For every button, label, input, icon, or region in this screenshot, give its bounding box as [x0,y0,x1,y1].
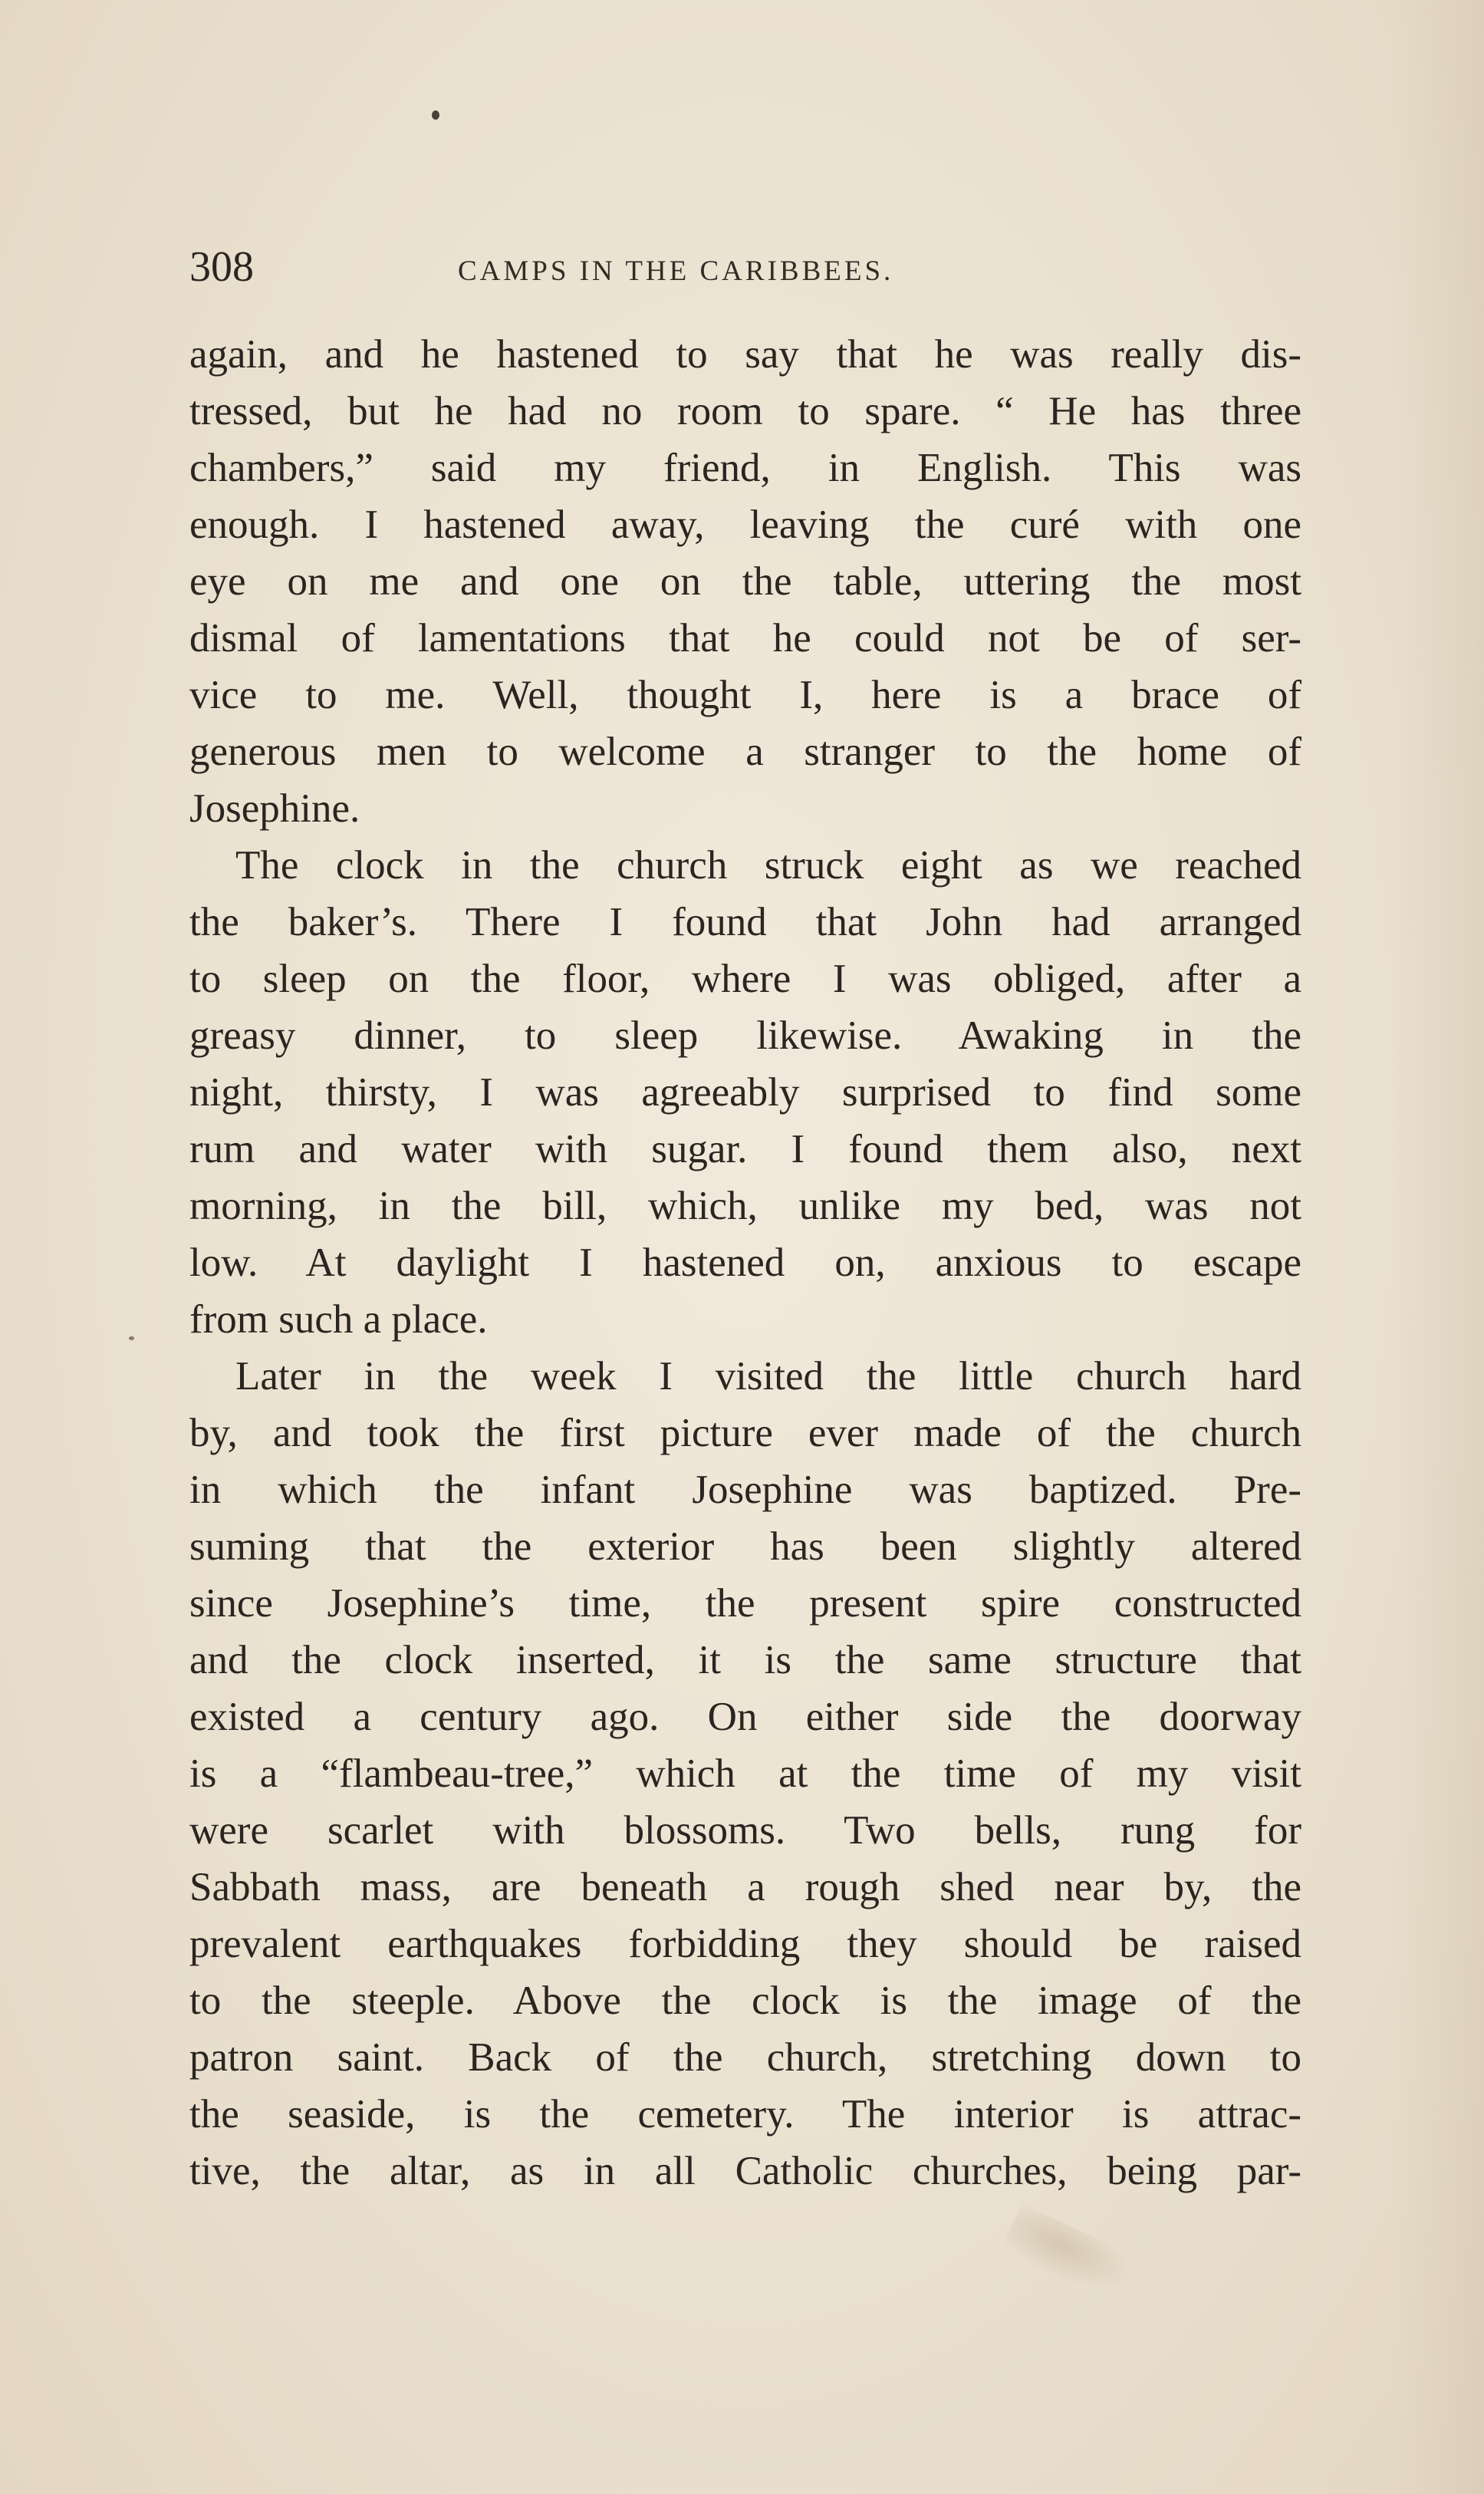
text-line: rum and water with sugar. I found them also, next [189,1127,1301,1171]
text-line: tive, the altar, as in all Catholic churches, being par- [189,2149,1301,2193]
body-text [189,326,1301,2199]
page-edge-shading [1392,0,1484,2494]
text-line: the seaside, is the cemetery. The interior is attrac- [189,2092,1301,2137]
text-line: existed a century ago. On either side the doorway [189,1695,1301,1739]
text-line: low. At daylight I hastened on, anxious to escape [189,1240,1301,1285]
text-line: is a “flambeau-tree,” which at the time of my visit [189,1751,1301,1796]
text-line: greasy dinner, to sleep likewise. Awaking in the [189,1013,1301,1058]
text-line: chambers,” said my friend, in English. This was [189,446,1301,490]
text-line: Later in the week I visited the little church hard [235,1354,1301,1399]
text-line: again, and he hastened to say that he was really dis- [189,332,1301,377]
text-line: generous men to welcome a stranger to the home of [189,730,1301,774]
page-number: 308 [189,243,254,291]
text-line: eye on me and one on the table, uttering the most [189,559,1301,604]
text-line: Josephine. [189,786,360,831]
text-line: tressed, but he had no room to spare. “ He has three [189,389,1301,433]
running-head: CAMPS IN THE CARIBBEES. [458,255,894,287]
text-line: prevalent earthquakes forbidding they should be raised [189,1922,1301,1966]
text-line: dismal of lamentations that he could not be of ser- [189,616,1301,661]
ink-speck [129,1336,134,1340]
page-header [189,236,1301,298]
text-line: patron saint. Back of the church, stretching down to [189,2035,1301,2080]
text-line: night, thirsty, I was agreeably surprised to find some [189,1070,1301,1115]
text-line: and the clock inserted, it is the same structure that [189,1638,1301,1682]
text-line: vice to me. Well, thought I, here is a brace of [189,673,1301,717]
text-line: in which the infant Josephine was baptized. Pre- [189,1468,1301,1512]
text-line: The clock in the church struck eight as we reached [235,843,1301,888]
text-line: to the steeple. Above the clock is the image of the [189,1978,1301,2023]
text-line: Sabbath mass, are beneath a rough shed near by, the [189,1865,1301,1909]
text-line: by, and took the first picture ever made of the church [189,1411,1301,1455]
text-line: were scarlet with blossoms. Two bells, rung for [189,1808,1301,1853]
paper-smudge [999,2203,1140,2307]
text-line: the baker’s. There I found that John had arranged [189,900,1301,944]
text-line: from such a place. [189,1297,488,1342]
ink-speck [432,110,439,120]
text-line: to sleep on the floor, where I was obliged, after a [189,957,1301,1001]
text-line: since Josephine’s time, the present spire constructed [189,1581,1301,1626]
text-line: morning, in the bill, which, unlike my bed, was not [189,1184,1301,1228]
text-line: suming that the exterior has been slightly altered [189,1524,1301,1569]
text-line: enough. I hastened away, leaving the curé with one [189,502,1301,547]
